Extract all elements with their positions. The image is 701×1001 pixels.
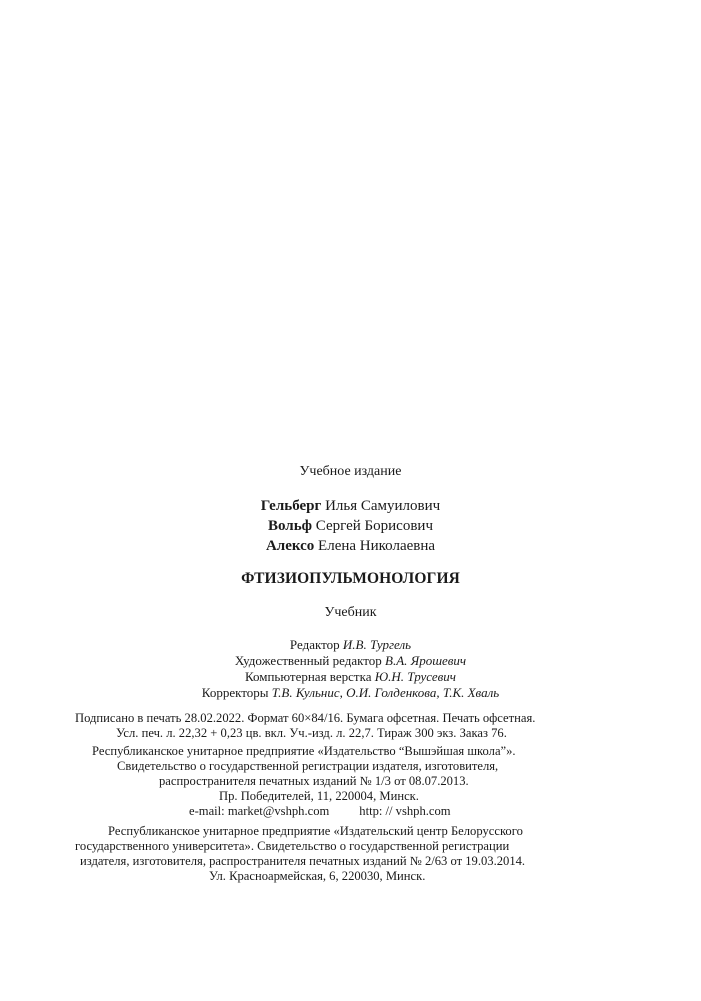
publisher-registration-2: распространителя печатных изданий № 1/3 от 08.07.2013. — [159, 774, 469, 788]
credit-layout — [0, 669, 701, 685]
printer-registration-1: государственного университета». Свидетельство о государственной регистрации — [75, 839, 510, 853]
author-surname: Гельберг — [260, 498, 322, 514]
credit-names: И.В. Тургель — [342, 637, 412, 652]
printer-registration-2: издателя, изготовителя, распространителя печатных изданий № 2/63 от 19.03.2014. — [80, 854, 526, 868]
credit-names: Т.В. Кульнис, О.И. Голденкова, Т.К. Хваль — [271, 685, 500, 700]
printer-name: Республиканское унитарное предприятие «Издательский центр Белорусского — [108, 824, 523, 838]
publisher-registration-1: Свидетельство о государственной регистрации издателя, изготовителя, — [117, 759, 499, 773]
print-info-line-1: Подписано в печать 28.02.2022. Формат 60×84/16. Бумага офсетная. Печать офсетная. — [75, 711, 536, 725]
credit-proofreaders — [0, 685, 701, 701]
publisher-website: http: // vshph.com — [359, 804, 451, 818]
author-given-name: Елена Николаевна — [318, 538, 436, 554]
edition-type: Учебное издание — [299, 464, 402, 479]
printer-address: Ул. Красноармейская, 6, 220030, Минск. — [209, 869, 426, 883]
author-line-2 — [0, 517, 701, 535]
credit-role: Корректоры — [201, 685, 269, 700]
credit-role: Компьютерная верстка — [244, 669, 372, 684]
author-given-name: Сергей Борисович — [315, 518, 433, 534]
credit-art-editor — [0, 653, 701, 669]
author-surname: Алексо — [265, 538, 315, 554]
credit-role: Художественный редактор — [234, 653, 382, 668]
print-info-line-2: Усл. печ. л. 22,32 + 0,23 цв. вкл. Уч.-изд. л. 22,7. Тираж 300 экз. Заказ 76. — [116, 726, 507, 740]
credit-names: В.А. Ярошевич — [385, 653, 467, 668]
author-given-name: Илья Самуилович — [325, 498, 441, 514]
book-subtitle: Учебник — [324, 605, 377, 620]
publisher-name: Республиканское унитарное предприятие «Издательство “Вышэйшая школа”». — [92, 744, 516, 758]
credit-editor — [0, 637, 701, 653]
book-title: ФТИЗИОПУЛЬМОНОЛОГИЯ — [241, 570, 460, 587]
credit-names: Ю.Н. Трусевич — [374, 669, 457, 684]
author-surname: Вольф — [268, 518, 313, 534]
author-line-3 — [0, 537, 701, 555]
publisher-address: Пр. Победителей, 11, 220004, Минск. — [219, 789, 419, 803]
publisher-email: e-mail: market@vshph.com — [189, 804, 330, 818]
publisher-contacts — [189, 804, 451, 820]
author-line-1 — [0, 497, 701, 515]
credit-role: Редактор — [289, 637, 340, 652]
